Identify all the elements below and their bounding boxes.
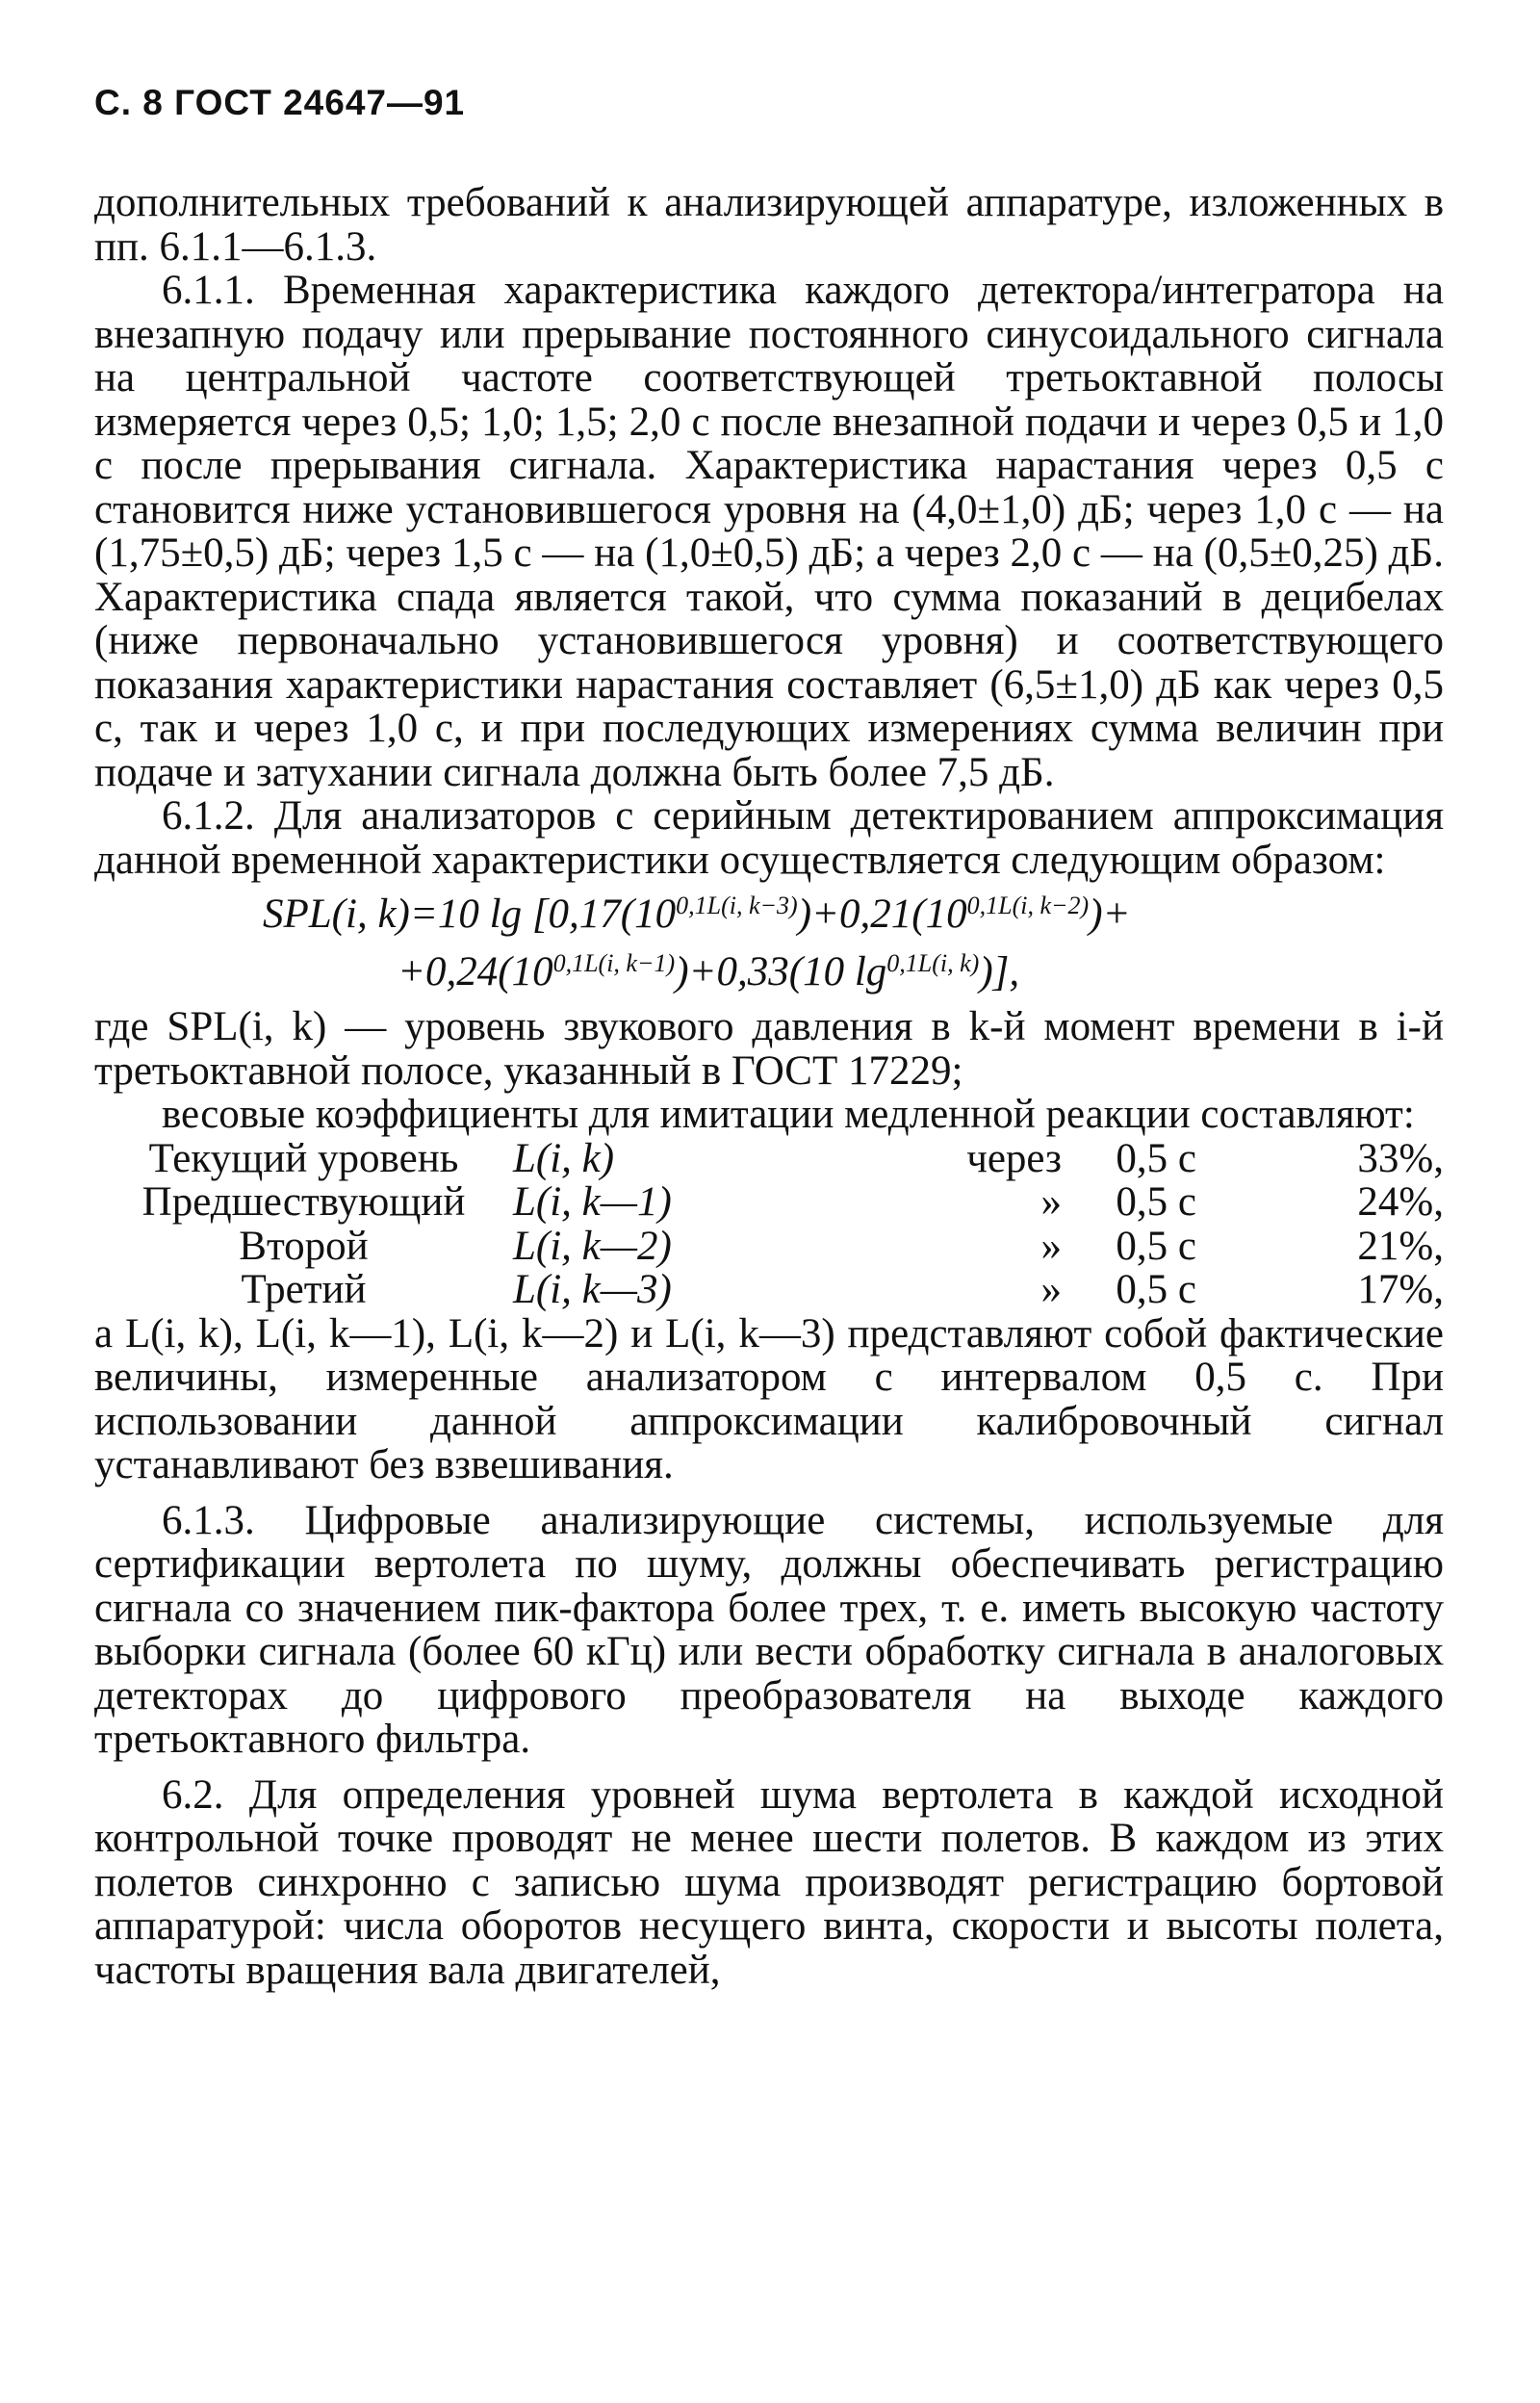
weight-name: Текущий уровень bbox=[148, 1135, 459, 1181]
formula-part: +0,24(10 bbox=[398, 949, 553, 995]
weight-via: » bbox=[1040, 1267, 1062, 1312]
formula-part: )+0,33(10 lg bbox=[675, 949, 887, 995]
weight-via: через bbox=[966, 1135, 1062, 1181]
page-header: С. 8 ГОСТ 24647—91 bbox=[94, 83, 466, 122]
formula-line-2 bbox=[94, 943, 1444, 1001]
weight-percent: 24%, bbox=[1357, 1179, 1444, 1225]
weight-expr: L(i, k—3) bbox=[513, 1267, 672, 1312]
formula-part: )+ bbox=[1089, 891, 1131, 937]
weight-name: Предшествующий bbox=[141, 1179, 466, 1225]
table-row bbox=[94, 1137, 1444, 1181]
weight-name: Второй bbox=[239, 1223, 369, 1269]
weight-via: » bbox=[1040, 1223, 1062, 1269]
paragraph-where: где SPL(i, k) — уровень звукового давления в k-й момент времени в i-й третьоктавной полосе, указанный в ГОСТ 17229; bbox=[94, 1004, 1444, 1094]
paragraph-6-1-3: 6.1.3. Цифровые анализирующие системы, используемые для сертификации вертолета по шуму, должны обеспечивать регистрацию сигнала со значением пик-фактора более трех, т. е. иметь высокую частоту выборки сигнала (более 60 кГц) или вести обработку сигнала в аналоговых детекторах до цифрового преобразователя на выходе каждого третьоктавного фильтра. bbox=[94, 1497, 1444, 1762]
table-row bbox=[94, 1268, 1444, 1312]
paragraph-6-1-2: 6.1.2. Для анализаторов с серийным детектированием аппроксимация данной временной характеристики осуществляется следующим образом: bbox=[94, 793, 1444, 883]
weight-expr: L(i, k—2) bbox=[513, 1223, 672, 1269]
formula-part: )], bbox=[979, 949, 1020, 995]
paragraph-weights: весовые коэффициенты для имитации медленной реакции составляют: bbox=[162, 1092, 1415, 1137]
formula-exponent: 0,1L(i, k) bbox=[886, 949, 980, 977]
weights-table bbox=[94, 1137, 1444, 1312]
weight-time: 0,5 с bbox=[1116, 1223, 1196, 1269]
formula-part: )+0,21(10 bbox=[797, 891, 967, 937]
paragraph-6-1-1: 6.1.1. Временная характеристика каждого детектора/интегратора на внезапную подачу или прерывание постоянного синусоидального сигнала на центральной частоте соответствующей третьоктавной полосы измеряется через 0,5; 1,0; 1,5; 2,0 с после внезапной подачи и через 0,5 и 1,0 с после прерывания сигнала. Характеристика нарастания через 0,5 с становится ниже установившегося уровня на (4,0±1,0) дБ; через 1,0 с — на (1,75±0,5) дБ; через 1,5 с — на (1,0±0,5) дБ; а через 2,0 с — на (0,5±0,25) дБ. Характеристика спада является такой, что сумма показаний в децибелах (ниже первоначально установившегося уровня) и соответствующего показания характеристики нарастания составляет (6,5±1,0) дБ как через 0,5 с, так и через 1,0 с, и при последующих измерениях сумма величин при подаче и затухании сигнала должна быть более 7,5 дБ. bbox=[94, 268, 1444, 795]
paragraph-6-2: 6.2. Для определения уровней шума вертолета в каждой исходной контрольной точке проводят не менее шести полетов. В каждом из этих полетов синхронно с записью шума производят регистрацию бортовой аппаратурой: числа оборотов несущего винта, скорости и высоты полета, частоты вращения вала двигателей, bbox=[94, 1771, 1444, 1993]
weight-time: 0,5 с bbox=[1116, 1135, 1196, 1181]
weight-name: Третий bbox=[241, 1267, 367, 1312]
weight-percent: 17%, bbox=[1357, 1267, 1444, 1312]
formula-part: SPL(i, k)=10 lg [0,17(10 bbox=[263, 891, 677, 937]
weight-expr: L(i, k—1) bbox=[513, 1179, 672, 1225]
weight-expr: L(i, k) bbox=[513, 1135, 615, 1181]
weight-percent: 33%, bbox=[1357, 1135, 1444, 1181]
paragraph-intro: дополнительных требований к анализирующей аппаратуре, изложенных в пп. 6.1.1—6.1.3. bbox=[94, 180, 1444, 270]
formula-exponent: 0,1L(i, k−1) bbox=[552, 949, 676, 977]
formula-exponent: 0,1L(i, k−3) bbox=[676, 891, 798, 919]
table-row bbox=[94, 1180, 1444, 1225]
document-body bbox=[94, 181, 1444, 1992]
formula-exponent: 0,1L(i, k−2) bbox=[966, 891, 1090, 919]
table-row bbox=[94, 1225, 1444, 1269]
weight-time: 0,5 с bbox=[1116, 1267, 1196, 1312]
weight-time: 0,5 с bbox=[1116, 1179, 1196, 1225]
paragraph-after-table: а L(i, k), L(i, k—1), L(i, k—2) и L(i, k—3) представляют собой фактические величины, измеренные анализатором с интервалом 0,5 с. При использовании данной аппроксимации калибровочный сигнал устанавливают без взвешивания. bbox=[94, 1310, 1444, 1487]
formula-line-1 bbox=[94, 886, 1444, 943]
weight-percent: 21%, bbox=[1357, 1223, 1444, 1269]
weight-via: » bbox=[1040, 1179, 1062, 1225]
